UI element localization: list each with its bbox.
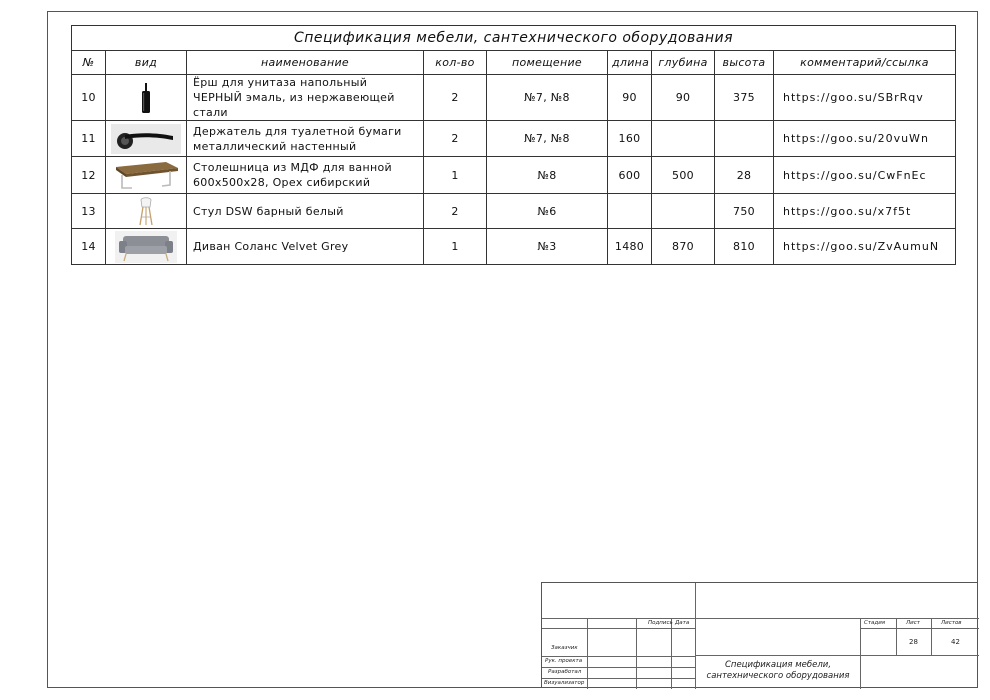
column-header-link: комментарий/ссылка: [774, 51, 956, 75]
sheets-label: Листов: [941, 620, 962, 626]
row-number: 14: [72, 229, 106, 265]
row-number: 10: [72, 75, 106, 121]
column-header-room: помещение: [487, 51, 608, 75]
item-height: [715, 121, 774, 157]
stage-label: Стадия: [864, 620, 886, 626]
item-quantity: 2: [424, 121, 487, 157]
item-link[interactable]: https://goo.su/20vuWn: [774, 121, 956, 157]
bar-stool-icon: [136, 196, 156, 226]
item-room: №8: [487, 157, 608, 194]
row-number: 11: [72, 121, 106, 157]
item-room: №7, №8: [487, 75, 608, 121]
table-row: [72, 121, 956, 157]
customer-label: Заказчик: [551, 645, 578, 651]
item-room: №6: [487, 194, 608, 229]
document-title: Спецификация мебели, сантехнического оборудования: [706, 660, 850, 681]
item-quantity: 1: [424, 229, 487, 265]
table-row: [72, 194, 956, 229]
item-link[interactable]: https://goo.su/SBrRqv: [774, 75, 956, 121]
countertop-icon: [112, 160, 180, 190]
column-header-depth: глубина: [652, 51, 715, 75]
item-length: 1480: [608, 229, 652, 265]
table-row: [72, 75, 956, 121]
column-header-name: наименование: [187, 51, 424, 75]
row-number: 12: [72, 157, 106, 194]
title-block: [541, 582, 978, 688]
sheet-number: 28: [909, 638, 918, 646]
paper-holder-icon: [111, 124, 181, 154]
item-quantity: 2: [424, 75, 487, 121]
item-quantity: 1: [424, 157, 487, 194]
signature-label: Подпись: [648, 620, 673, 626]
sofa-icon: [115, 231, 177, 263]
item-quantity: 2: [424, 194, 487, 229]
item-height: 750: [715, 194, 774, 229]
developer-label: Разработал: [548, 669, 582, 675]
item-room: №3: [487, 229, 608, 265]
table-row: [72, 229, 956, 265]
column-header-view: вид: [106, 51, 187, 75]
column-header-quantity: кол-во: [424, 51, 487, 75]
item-depth: [652, 194, 715, 229]
item-name: Ёрш для унитаза напольный ЧЕРНЫЙ эмаль, из нержавеющей стали: [187, 75, 424, 121]
item-image: [106, 194, 187, 229]
item-link[interactable]: https://goo.su/ZvAumuN: [774, 229, 956, 265]
item-height: 810: [715, 229, 774, 265]
item-height: 28: [715, 157, 774, 194]
item-image: [106, 121, 187, 157]
sheets-count: 42: [951, 638, 960, 646]
item-image: [106, 157, 187, 194]
item-height: 375: [715, 75, 774, 121]
specification-table: [71, 25, 956, 265]
column-header-length: длина: [608, 51, 652, 75]
item-depth: 500: [652, 157, 715, 194]
item-length: [608, 194, 652, 229]
item-name: Столешница из МДФ для ванной 600х500х28, Орех сибирский: [187, 157, 424, 194]
item-name: Держатель для туалетной бумаги металлический настенный: [187, 121, 424, 157]
item-depth: 90: [652, 75, 715, 121]
item-name: Стул DSW барный белый: [187, 194, 424, 229]
item-length: 90: [608, 75, 652, 121]
item-link[interactable]: https://goo.su/x7f5t: [774, 194, 956, 229]
item-room: №7, №8: [487, 121, 608, 157]
row-number: 13: [72, 194, 106, 229]
item-name: Диван Соланс Velvet Grey: [187, 229, 424, 265]
item-depth: 870: [652, 229, 715, 265]
column-header-height: высота: [715, 51, 774, 75]
sheet-label: Лист: [906, 620, 920, 626]
item-image: [106, 229, 187, 265]
item-depth: [652, 121, 715, 157]
date-label: Дата: [675, 620, 690, 626]
item-length: 600: [608, 157, 652, 194]
table-row: [72, 157, 956, 194]
visualizer-label: Визуализатор: [544, 680, 585, 686]
project-head-label: Рук. проекта: [545, 658, 583, 664]
item-link[interactable]: https://goo.su/CwFnEc: [774, 157, 956, 194]
table-title: Спецификация мебели, сантехнического оборудования: [72, 26, 956, 51]
toilet-brush-icon: [131, 82, 161, 114]
item-length: 160: [608, 121, 652, 157]
item-image: [106, 75, 187, 121]
column-header-number: №: [72, 51, 106, 75]
